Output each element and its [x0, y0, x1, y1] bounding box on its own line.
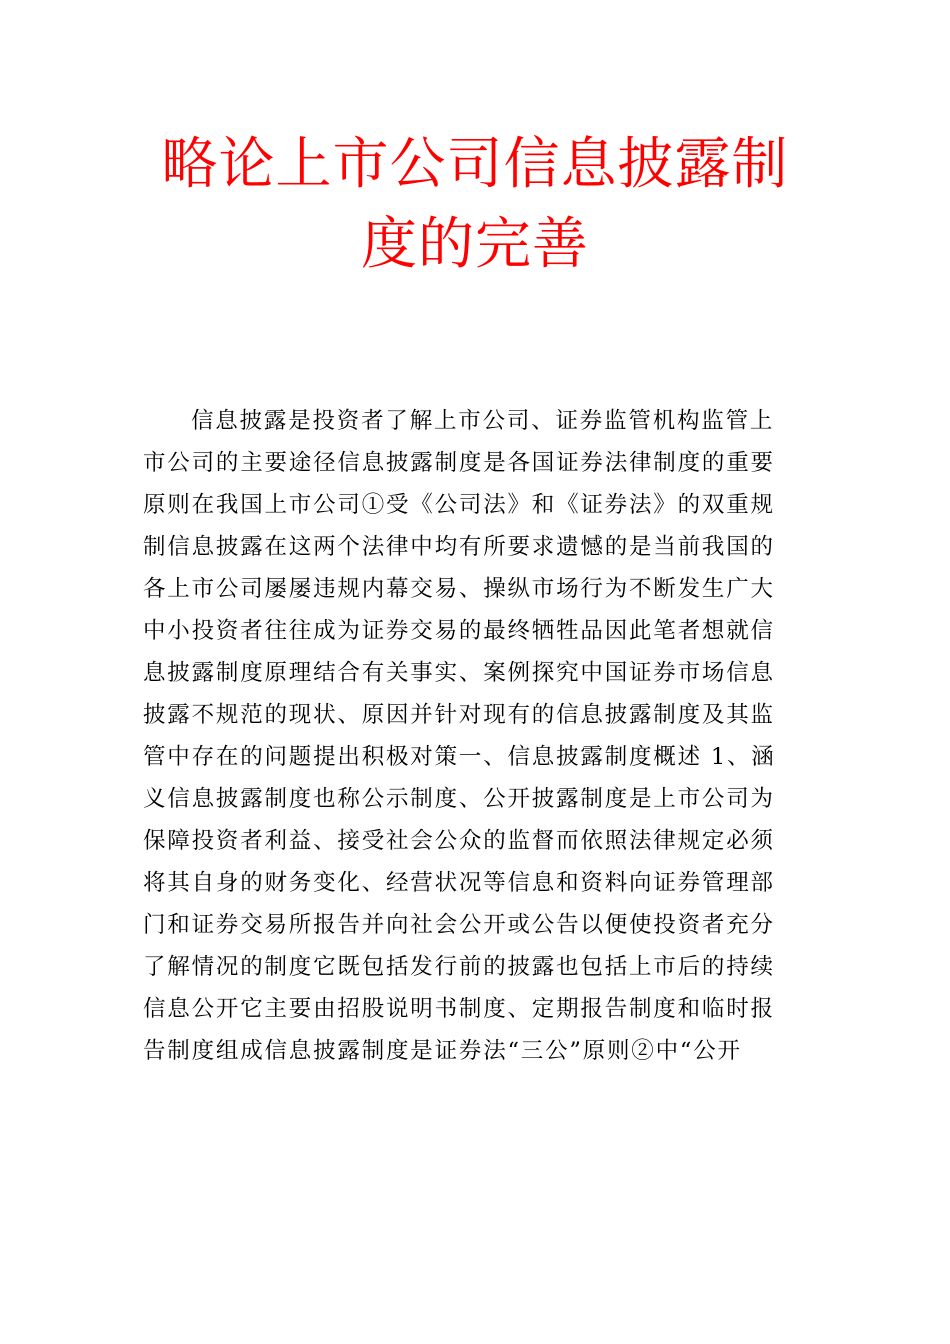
title-line-1: 略论上市公司信息披露制	[161, 132, 789, 197]
body-line-11: 保障投资者利益、接受社会公众的监督而依照法律规定必须	[143, 828, 775, 854]
body-line-3: 原则在我国上市公司①受《公司法》和《证券法》的双重规	[143, 492, 775, 518]
body-line-7: 息披露制度原理结合有关事实、案例探究中国证券市场信息	[143, 660, 775, 686]
body-line-15: 信息公开它主要由招股说明书制度、定期报告制度和临时报	[143, 996, 775, 1022]
body-line-16: 告制度组成信息披露制度是证券法“三公”原则②中“公开	[143, 1038, 742, 1064]
title-line-2: 度的完善	[361, 212, 589, 277]
body-line-1: 信息披露是投资者了解上市公司、证券监管机构监管上	[191, 408, 775, 434]
body-line-8: 披露不规范的现状、原因并针对现有的信息披露制度及其监	[143, 702, 775, 728]
body-line-6: 中小投资者往往成为证券交易的最终牺牲品因此笔者想就信	[143, 618, 775, 644]
document-title	[140, 125, 810, 285]
body-line-10: 义信息披露制度也称公示制度、公开披露制度是上市公司为	[143, 786, 775, 812]
body-line-12: 将其自身的财务变化、经营状况等信息和资料向证券管理部	[143, 870, 775, 896]
body-line-5: 各上市公司屡屡违规内幕交易、操纵市场行为不断发生广大	[143, 576, 775, 602]
body-line-2: 市公司的主要途径信息披露制度是各国证券法律制度的重要	[143, 450, 775, 476]
body-line-4: 制信息披露在这两个法律中均有所要求遗憾的是当前我国的	[143, 534, 775, 560]
body-line-9: 管中存在的问题提出积极对策一、信息披露制度概述 1、涵	[143, 744, 776, 770]
body-line-13: 门和证券交易所报告并向社会公开或公告以便使投资者充分	[143, 912, 775, 938]
body-line-14: 了解情况的制度它既包括发行前的披露也包括上市后的持续	[143, 954, 775, 980]
document-body	[143, 400, 808, 1072]
